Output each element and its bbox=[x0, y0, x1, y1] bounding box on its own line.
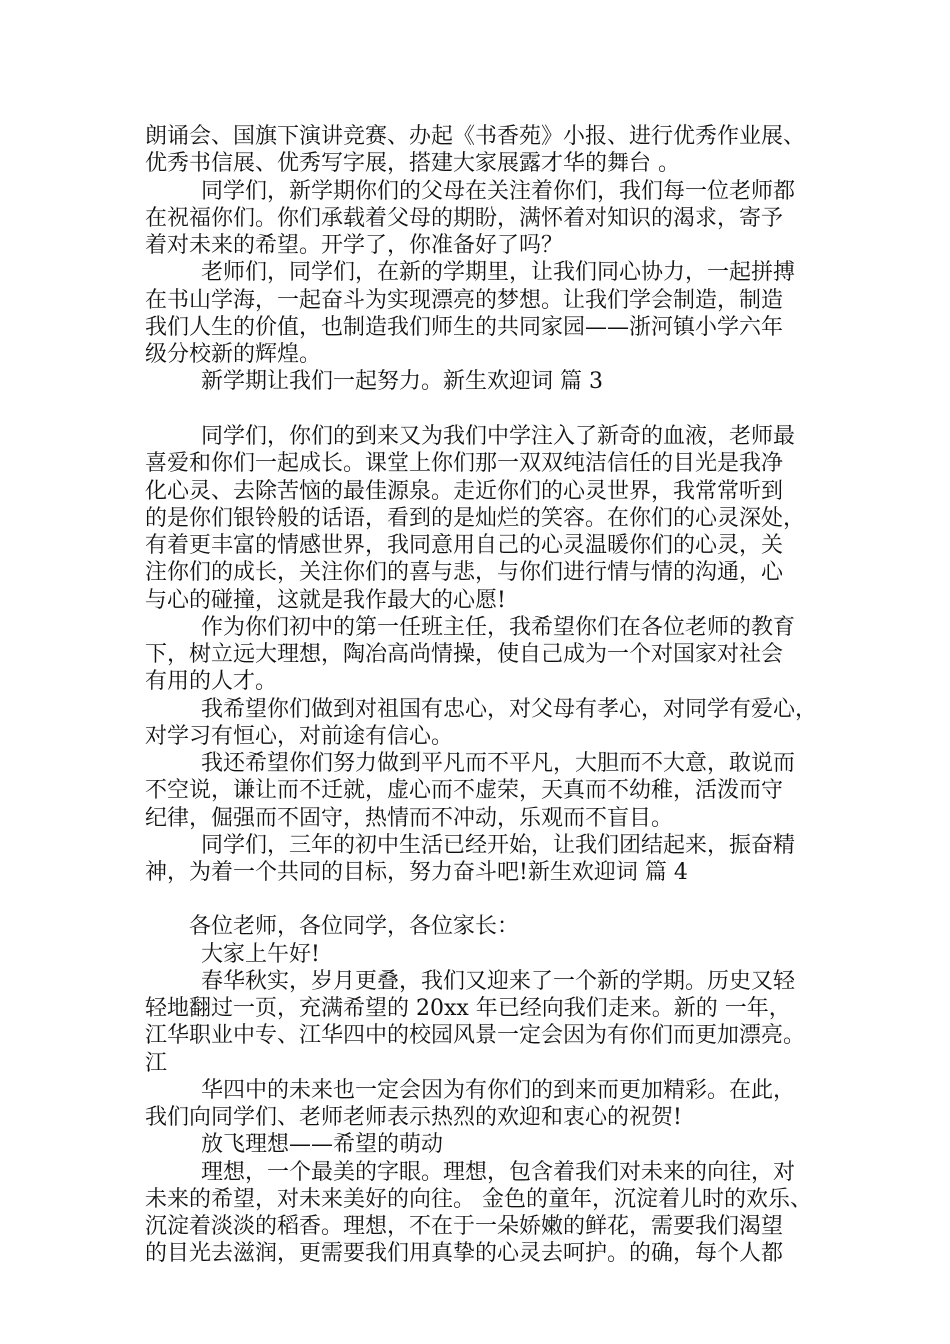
text-line: 优秀书信展、优秀写字展，搭建大家展露才华的舞台 。 bbox=[145, 151, 680, 176]
text-line: 注你们的成长，关注你们的喜与悲，与你们进行情与情的沟通，心 bbox=[145, 560, 784, 585]
paragraph-start-line: 同学们，三年的初中生活已经开始，让我们团结起来，振奋精 bbox=[201, 833, 796, 858]
text-line: 沉淀着淡淡的稻香。理想，不在于一朵娇嫩的鲜花，需要我们渴望 bbox=[145, 1214, 784, 1239]
text-line: 的目光去滋润，更需要我们用真挚的心灵去呵护。的确，每个人都 bbox=[145, 1241, 784, 1266]
paragraph-start-line: 作为你们初中的第一任班主任，我希望你们在各位老师的教育 bbox=[201, 615, 796, 640]
section-heading-line: 神，为着一个共同的目标，努力奋斗吧!新生欢迎词 篇 4 bbox=[145, 860, 688, 885]
text-line: 与心的碰撞，这就是我作最大的心愿! bbox=[145, 588, 506, 613]
paragraph-start-line: 同学们，新学期你们的父母在关注着你们，我们每一位老师都 bbox=[201, 179, 796, 204]
text-line: 喜爱和你们一起成长。课堂上你们那一双双纯洁信任的目光是我净 bbox=[145, 451, 784, 476]
paragraph-start-line: 老师们，同学们，在新的学期里，让我们同心协力，一起拼搏 bbox=[201, 260, 796, 285]
text-line: 在祝福你们。你们承载着父母的期盼，满怀着对知识的渴求，寄予 bbox=[145, 206, 784, 231]
text-line: 朗诵会、国旗下演讲竞赛、办起《书香苑》小报、进行优秀作业展、 bbox=[145, 124, 806, 149]
text-line: 不空说，谦让而不迁就，虚心而不虚荣，天真而不幼稚，活泼而守 bbox=[145, 778, 784, 803]
section-heading-line: 新学期让我们一起努力。新生欢迎词 篇 3 bbox=[201, 369, 603, 394]
paragraph-start-line: 我希望你们做到对祖国有忠心，对父母有孝心，对同学有爱心， bbox=[201, 697, 818, 722]
text-line: 江 bbox=[145, 1051, 168, 1076]
text-line: 我们向同学们、老师老师表示热烈的欢迎和衷心的祝贺! bbox=[145, 1105, 682, 1130]
text-line: 下，树立远大理想，陶冶高尚情操，使自己成为一个对国家对社会 bbox=[145, 642, 784, 667]
text-line: 的是你们银铃般的话语，看到的是灿烂的笑容。在你们的心灵深处， bbox=[145, 506, 806, 531]
text-line: 级分校新的辉煌。 bbox=[145, 342, 322, 367]
paragraph-start-line: 理想，一个最美的字眼。理想，包含着我们对未来的向往，对 bbox=[201, 1160, 796, 1185]
salutation-line: 各位老师，各位同学，各位家长： bbox=[189, 914, 520, 939]
text-line: 未来的希望，对未来美好的向往。 金色的童年，沉淀着儿时的欢乐、 bbox=[145, 1187, 812, 1212]
text-line: 纪律，倔强而不固守，热情而不冲动，乐观而不盲目。 bbox=[145, 806, 674, 831]
text-line: 对学习有恒心，对前途有信心。 bbox=[145, 724, 454, 749]
paragraph-start-line: 同学们，你们的到来又为我们中学注入了新奇的血液，老师最 bbox=[201, 424, 796, 449]
text-line: 有着更丰富的情感世界，我同意用自己的心灵温暖你们的心灵，关 bbox=[145, 533, 784, 558]
subheading-line: 放飞理想——希望的萌动 bbox=[201, 1132, 444, 1157]
text-line: 轻地翻过一页，充满希望的 20xx 年已经向我们走来。新的 一年， bbox=[145, 996, 791, 1021]
paragraph-start-line: 我还希望你们努力做到平凡而不平凡，大胆而不大意，敢说而 bbox=[201, 751, 796, 776]
text-line: 有用的人才。 bbox=[145, 669, 278, 694]
text-line: 在书山学海，一起奋斗为实现漂亮的梦想。让我们学会制造，制造 bbox=[145, 288, 784, 313]
paragraph-start-line: 华四中的未来也一定会因为有你们的到来而更加精彩。在此， bbox=[201, 1078, 796, 1103]
text-line: 着对未来的希望。开学了，你准备好了吗？ bbox=[145, 233, 564, 258]
text-line: 我们人生的价值，也制造我们师生的共同家园——浙河镇小学六年 bbox=[145, 315, 784, 340]
greeting-line: 大家上午好! bbox=[201, 942, 320, 967]
paragraph-start-line: 春华秋实，岁月更叠，我们又迎来了一个新的学期。历史又轻 bbox=[201, 969, 796, 994]
text-line: 江华职业中专、江华四中的校园风景一定会因为有你们而更加漂亮。 bbox=[145, 1023, 806, 1048]
text-line: 化心灵、去除苦恼的最佳源泉。走近你们的心灵世界，我常常听到 bbox=[145, 479, 784, 504]
